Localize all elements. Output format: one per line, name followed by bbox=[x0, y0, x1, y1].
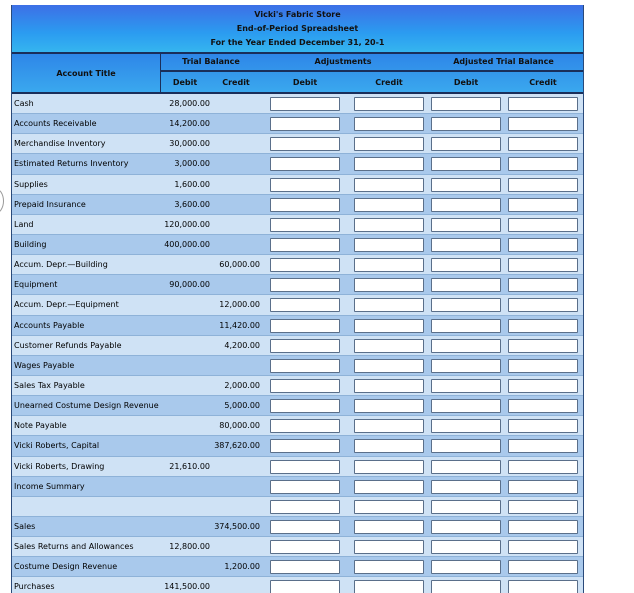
adjustments-debit-input[interactable] bbox=[270, 560, 340, 574]
table-row bbox=[12, 195, 583, 215]
trial-balance-debit: 120,000.00 bbox=[164, 219, 210, 229]
adjustments-debit-input[interactable] bbox=[270, 218, 340, 232]
column-header bbox=[12, 54, 583, 94]
adjusted-debit-input[interactable] bbox=[431, 319, 501, 333]
table-row bbox=[12, 477, 583, 497]
adjustments-debit-input[interactable] bbox=[270, 480, 340, 494]
report-name: End-of-Period Spreadsheet bbox=[236, 23, 359, 33]
adjusted-debit-input[interactable] bbox=[431, 298, 501, 312]
table-row bbox=[12, 336, 583, 356]
adjustments-credit-input[interactable] bbox=[354, 580, 424, 593]
adjusted-credit-input[interactable] bbox=[508, 500, 578, 514]
adjusted-debit-input[interactable] bbox=[431, 339, 501, 353]
table-row bbox=[12, 275, 583, 295]
adjustments-debit-input[interactable] bbox=[270, 500, 340, 514]
account-title-header: Account Title bbox=[56, 69, 116, 78]
account-title: Equipment bbox=[14, 280, 58, 290]
adjusted-credit-input[interactable] bbox=[508, 319, 578, 333]
adjustments-credit-input[interactable] bbox=[354, 238, 424, 252]
adjusted-credit-input[interactable] bbox=[508, 157, 578, 171]
adjusted-debit-input[interactable] bbox=[431, 117, 501, 131]
table-row bbox=[12, 436, 583, 456]
adjusted-debit-input[interactable] bbox=[431, 419, 501, 433]
adjustments-debit-input[interactable] bbox=[270, 439, 340, 453]
adjustments-debit-input[interactable] bbox=[270, 278, 340, 292]
trial-balance-debit: 3,000.00 bbox=[174, 159, 210, 169]
adjusted-credit-input[interactable] bbox=[508, 460, 578, 474]
adjusted-credit-input[interactable] bbox=[508, 439, 578, 453]
trial-balance-debit: 400,000.00 bbox=[164, 239, 210, 249]
account-title: Wages Payable bbox=[14, 360, 75, 370]
adjustments-header: Adjustments bbox=[314, 57, 372, 66]
adjustments-credit-input[interactable] bbox=[354, 379, 424, 393]
adjusted-credit-input[interactable] bbox=[508, 359, 578, 373]
adjusted-credit-input[interactable] bbox=[508, 117, 578, 131]
adjusted-debit-input[interactable] bbox=[431, 258, 501, 272]
adjustments-credit-input[interactable] bbox=[354, 540, 424, 554]
table-row bbox=[12, 497, 583, 517]
adjusted-credit-input[interactable] bbox=[508, 520, 578, 534]
worksheet bbox=[11, 5, 584, 593]
adj-credit-header: Credit bbox=[375, 78, 403, 87]
account-title: Note Payable bbox=[14, 421, 67, 431]
adjustments-debit-input[interactable] bbox=[270, 359, 340, 373]
account-title: Estimated Returns Inventory bbox=[14, 159, 129, 169]
trial-balance-debit: 90,000.00 bbox=[169, 280, 210, 290]
adjustments-credit-input[interactable] bbox=[354, 399, 424, 413]
trial-balance-credit: 5,000.00 bbox=[224, 401, 260, 411]
adjusted-debit-input[interactable] bbox=[431, 359, 501, 373]
table-row bbox=[12, 295, 583, 315]
adjustments-credit-input[interactable] bbox=[354, 97, 424, 111]
adjusted-credit-input[interactable] bbox=[508, 480, 578, 494]
account-title: Accounts Receivable bbox=[14, 119, 97, 129]
adjusted-debit-input[interactable] bbox=[431, 540, 501, 554]
adjusted-credit-input[interactable] bbox=[508, 339, 578, 353]
adjustments-debit-input[interactable] bbox=[270, 520, 340, 534]
adjusted-debit-input[interactable] bbox=[431, 399, 501, 413]
trial-balance-debit: 141,500.00 bbox=[164, 582, 210, 592]
table-row bbox=[12, 235, 583, 255]
account-title: Customer Refunds Payable bbox=[14, 340, 122, 350]
trial-balance-debit: 21,610.00 bbox=[169, 461, 210, 471]
table-row bbox=[12, 416, 583, 436]
table-row bbox=[12, 537, 583, 557]
table-row bbox=[12, 316, 583, 336]
adjusted-debit-input[interactable] bbox=[431, 97, 501, 111]
adjustments-credit-input[interactable] bbox=[354, 339, 424, 353]
adjusted-debit-input[interactable] bbox=[431, 480, 501, 494]
adjustments-debit-input[interactable] bbox=[270, 580, 340, 593]
table-row bbox=[12, 175, 583, 195]
trial-balance-credit: 80,000.00 bbox=[219, 421, 260, 431]
account-title: Land bbox=[14, 219, 34, 229]
title-block bbox=[12, 5, 583, 54]
adjustments-credit-input[interactable] bbox=[354, 198, 424, 212]
account-title: Accounts Payable bbox=[14, 320, 85, 330]
adjustments-credit-input[interactable] bbox=[354, 359, 424, 373]
adjusted-debit-input[interactable] bbox=[431, 137, 501, 151]
table-row bbox=[12, 154, 583, 174]
adjusted-debit-input[interactable] bbox=[431, 178, 501, 192]
adjustments-credit-input[interactable] bbox=[354, 419, 424, 433]
adjusted-debit-input[interactable] bbox=[431, 238, 501, 252]
table-row bbox=[12, 356, 583, 376]
account-title: Building bbox=[14, 239, 47, 249]
account-title: Cash bbox=[14, 99, 34, 108]
adjustments-credit-input[interactable] bbox=[354, 500, 424, 514]
adjusted-trial-balance-header: Adjusted Trial Balance bbox=[453, 57, 554, 66]
adjustments-debit-input[interactable] bbox=[270, 339, 340, 353]
adjusted-debit-input[interactable] bbox=[431, 580, 501, 593]
adjusted-debit-input[interactable] bbox=[431, 439, 501, 453]
adjusted-debit-input[interactable] bbox=[431, 218, 501, 232]
adjustments-credit-input[interactable] bbox=[354, 218, 424, 232]
table-row bbox=[12, 376, 583, 396]
trial-balance-debit: 30,000.00 bbox=[169, 139, 210, 149]
table-row bbox=[12, 577, 583, 593]
adjustments-credit-input[interactable] bbox=[354, 258, 424, 272]
adjusted-credit-input[interactable] bbox=[508, 540, 578, 554]
tb-credit-header: Credit bbox=[222, 78, 250, 87]
adjustments-debit-input[interactable] bbox=[270, 319, 340, 333]
adjusted-credit-input[interactable] bbox=[508, 278, 578, 292]
account-title: Merchandise Inventory bbox=[14, 139, 106, 149]
table-row bbox=[12, 255, 583, 275]
adjustments-debit-input[interactable] bbox=[270, 238, 340, 252]
adjustments-debit-input[interactable] bbox=[270, 178, 340, 192]
adjusted-credit-input[interactable] bbox=[508, 560, 578, 574]
adjustments-credit-input[interactable] bbox=[354, 298, 424, 312]
adjusted-credit-input[interactable] bbox=[508, 218, 578, 232]
adjustments-debit-input[interactable] bbox=[270, 460, 340, 474]
trial-balance-debit: 28,000.00 bbox=[169, 99, 210, 108]
adjusted-debit-input[interactable] bbox=[431, 560, 501, 574]
adjusted-credit-input[interactable] bbox=[508, 238, 578, 252]
adjusted-debit-input[interactable] bbox=[431, 500, 501, 514]
adjustments-debit-input[interactable] bbox=[270, 117, 340, 131]
company-name: Vicki's Fabric Store bbox=[254, 9, 341, 19]
adjustments-credit-input[interactable] bbox=[354, 157, 424, 171]
table-row bbox=[12, 114, 583, 134]
adjusted-debit-input[interactable] bbox=[431, 520, 501, 534]
adjusted-credit-input[interactable] bbox=[508, 97, 578, 111]
account-title: Income Summary bbox=[14, 481, 85, 491]
trial-balance-credit: 387,620.00 bbox=[214, 441, 260, 451]
adjustments-credit-input[interactable] bbox=[354, 439, 424, 453]
adjusted-credit-input[interactable] bbox=[508, 379, 578, 393]
tb-debit-header: Debit bbox=[172, 78, 198, 87]
trial-balance-credit: 12,000.00 bbox=[219, 300, 260, 310]
atb-debit-header: Debit bbox=[453, 78, 479, 87]
adjustments-credit-input[interactable] bbox=[354, 480, 424, 494]
adjusted-credit-input[interactable] bbox=[508, 198, 578, 212]
trial-balance-header: Trial Balance bbox=[182, 57, 240, 66]
adjusted-debit-input[interactable] bbox=[431, 460, 501, 474]
trial-balance-credit: 2,000.00 bbox=[224, 380, 260, 390]
adjusted-debit-input[interactable] bbox=[431, 278, 501, 292]
account-title: Purchases bbox=[14, 582, 55, 592]
account-title: Accum. Depr.—Building bbox=[14, 260, 108, 270]
adjusted-debit-input[interactable] bbox=[431, 157, 501, 171]
table-row bbox=[12, 215, 583, 235]
trial-balance-debit: 12,800.00 bbox=[169, 542, 210, 552]
account-title: Vicki Roberts, Capital bbox=[14, 441, 100, 451]
adjustments-debit-input[interactable] bbox=[270, 399, 340, 413]
adjustments-debit-input[interactable] bbox=[270, 298, 340, 312]
table-row bbox=[12, 557, 583, 577]
trial-balance-credit: 60,000.00 bbox=[219, 260, 260, 270]
adjusted-debit-input[interactable] bbox=[431, 379, 501, 393]
adjustments-credit-input[interactable] bbox=[354, 460, 424, 474]
account-title: Vicki Roberts, Drawing bbox=[14, 461, 105, 471]
adjustments-debit-input[interactable] bbox=[270, 97, 340, 111]
account-title: Supplies bbox=[14, 179, 48, 189]
table-row bbox=[12, 457, 583, 477]
adjustments-debit-input[interactable] bbox=[270, 258, 340, 272]
adjustments-credit-input[interactable] bbox=[354, 278, 424, 292]
report-period: For the Year Ended December 31, 20-1 bbox=[210, 37, 385, 47]
adjustments-credit-input[interactable] bbox=[354, 178, 424, 192]
adjusted-credit-input[interactable] bbox=[508, 298, 578, 312]
adjustments-debit-input[interactable] bbox=[270, 379, 340, 393]
account-title: Prepaid Insurance bbox=[14, 199, 86, 209]
adjustments-credit-input[interactable] bbox=[354, 520, 424, 534]
adjustments-debit-input[interactable] bbox=[270, 540, 340, 554]
account-rows bbox=[12, 94, 583, 593]
adjusted-credit-input[interactable] bbox=[508, 258, 578, 272]
trial-balance-credit: 4,200.00 bbox=[224, 340, 260, 350]
trial-balance-debit: 14,200.00 bbox=[169, 119, 210, 129]
table-row bbox=[12, 396, 583, 416]
account-title: Sales Tax Payable bbox=[14, 380, 85, 390]
adjustments-debit-input[interactable] bbox=[270, 198, 340, 212]
table-row bbox=[12, 134, 583, 154]
account-title: Unearned Costume Design Revenue bbox=[14, 401, 159, 411]
page-edge-handle bbox=[0, 188, 4, 214]
account-title: Sales Returns and Allowances bbox=[14, 542, 134, 552]
adjustments-credit-input[interactable] bbox=[354, 137, 424, 151]
account-title: Accum. Depr.—Equipment bbox=[14, 300, 119, 310]
trial-balance-debit: 3,600.00 bbox=[174, 199, 210, 209]
adjustments-debit-input[interactable] bbox=[270, 137, 340, 151]
adjusted-credit-input[interactable] bbox=[508, 137, 578, 151]
atb-credit-header: Credit bbox=[529, 78, 557, 87]
adj-debit-header: Debit bbox=[292, 78, 318, 87]
account-title: Sales bbox=[14, 521, 36, 531]
adjustments-debit-input[interactable] bbox=[270, 157, 340, 171]
account-title: Costume Design Revenue bbox=[14, 562, 118, 572]
table-row bbox=[12, 517, 583, 537]
trial-balance-credit: 374,500.00 bbox=[214, 521, 260, 531]
trial-balance-debit: 1,600.00 bbox=[174, 179, 210, 189]
table-row bbox=[12, 94, 583, 114]
adjusted-credit-input[interactable] bbox=[508, 178, 578, 192]
adjusted-credit-input[interactable] bbox=[508, 399, 578, 413]
adjustments-debit-input[interactable] bbox=[270, 419, 340, 433]
adjustments-credit-input[interactable] bbox=[354, 560, 424, 574]
adjusted-debit-input[interactable] bbox=[431, 198, 501, 212]
adjustments-credit-input[interactable] bbox=[354, 319, 424, 333]
trial-balance-credit: 11,420.00 bbox=[219, 320, 260, 330]
trial-balance-credit: 1,200.00 bbox=[224, 562, 260, 572]
adjusted-credit-input[interactable] bbox=[508, 580, 578, 593]
adjusted-credit-input[interactable] bbox=[508, 419, 578, 433]
adjustments-credit-input[interactable] bbox=[354, 117, 424, 131]
